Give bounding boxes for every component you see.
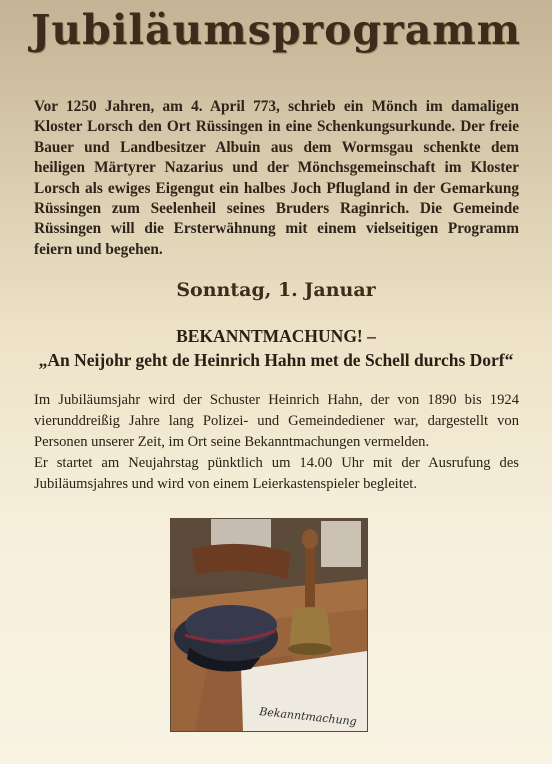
event-photo <box>170 518 368 732</box>
event-paragraph-1: Im Jubiläumsjahr wird der Schuster Heinrich Hahn, der von 1890 bis 1924 vierunddreißig Jahre lang Polizei- und Gemeindediener war, dargestellt von Personen unserer Zeit, im Ort seine Bekanntmachungen vermelden. <box>34 392 519 450</box>
event-date-heading: Sonntag, 1. Januar <box>176 279 376 301</box>
announcement-subtitle: „An Neijohr geht de Heinrich Hahn met de Schell durchs Dorf“ <box>38 350 514 370</box>
photo-sign-text: Bekanntmachung <box>258 705 358 729</box>
announcement-headline: BEKANNTMACHUNG! – <box>176 326 376 346</box>
event-paragraph-2: Er startet am Neujahrstag pünktlich um 14.00 Uhr mit der Ausrufung des Jubiläumsjahres und wird von einem Leierkastenspieler begleitet. <box>34 455 519 492</box>
event-description <box>34 390 519 495</box>
intro-paragraph: Vor 1250 Jahren, am 4. April 773, schrieb ein Mönch im damaligen Kloster Lorsch den Ort Rüssingen in eine Schenkungsurkunde. Der freie Bauer und Landbesitzer Albuin aus dem Wormsgau schenkte dem heiligen Märtyrer Nazarius und der Mönchsgemeinschaft im Kloster Lorsch als ewiges Eigengut ein halbes Joch Pflugland in der Gemarkung Rüssingen zum Seelenheil seines Bruders Raginrich. Die Gemeinde Rüssingen will die Ersterwähnung mit einem vielseitigen Programm feiern und begehen. <box>34 98 519 258</box>
photo-scene <box>171 519 367 731</box>
announcement-heading <box>20 324 532 372</box>
page-title: Jubiläumsprogramm <box>30 6 522 54</box>
